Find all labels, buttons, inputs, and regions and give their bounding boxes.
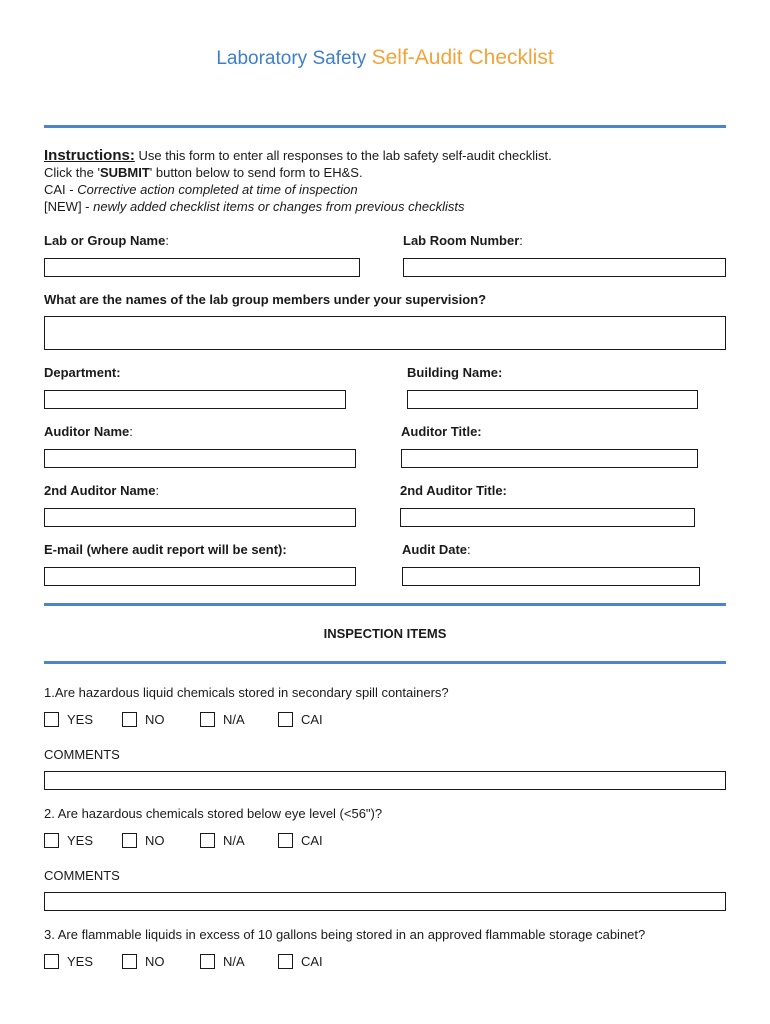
email-input[interactable] — [44, 567, 356, 586]
q1-na-label: N/A — [223, 712, 245, 727]
q1-comments-label: COMMENTS — [44, 747, 120, 762]
lab-room-input[interactable] — [403, 258, 726, 277]
audit-date-label: Audit Date: — [402, 542, 471, 557]
question-3-text: 3. Are flammable liquids in excess of 10 gallons being stored in an approved flammable storage cabinet? — [44, 927, 646, 942]
q2-yes-label: YES — [67, 833, 94, 848]
title-part-1: Laboratory Safety — [216, 48, 367, 69]
page-title — [0, 46, 770, 70]
lab-room-label: Lab Room Number: — [403, 233, 523, 248]
auditor-title-label: Auditor Title: — [401, 424, 482, 439]
q3-cai-checkbox[interactable] — [278, 954, 293, 969]
divider-inspection — [44, 661, 726, 664]
building-input[interactable] — [407, 390, 698, 409]
inspection-items-heading: INSPECTION ITEMS — [323, 626, 447, 641]
email-label: E-mail (where audit report will be sent): — [44, 542, 287, 557]
lab-group-label: Lab or Group Name: — [44, 233, 169, 248]
q1-no-label: NO — [145, 712, 165, 727]
q2-comments-input[interactable] — [44, 892, 726, 911]
auditor2-title-input[interactable] — [400, 508, 695, 527]
title-part-2: Self-Audit Checklist — [371, 46, 554, 69]
q3-na-checkbox[interactable] — [200, 954, 215, 969]
question-2-options — [44, 833, 323, 848]
new-code: [NEW] - — [44, 199, 94, 214]
auditor2-title-label: 2nd Auditor Title: — [400, 483, 507, 498]
divider-top — [44, 125, 726, 128]
q1-no-checkbox[interactable] — [122, 712, 137, 727]
q3-cai-label: CAI — [301, 954, 323, 969]
q1-cai-label: CAI — [301, 712, 323, 727]
q2-cai-label: CAI — [301, 833, 323, 848]
instructions-heading: Instructions: — [44, 147, 135, 164]
auditor2-name-input[interactable] — [44, 508, 356, 527]
auditor-name-input[interactable] — [44, 449, 356, 468]
building-label: Building Name: — [407, 365, 503, 380]
department-input[interactable] — [44, 390, 346, 409]
instructions-block — [44, 147, 734, 215]
q3-no-label: NO — [145, 954, 165, 969]
instructions-line-2-post: ' button below to send form to EH&S. — [149, 165, 363, 180]
question-1-options — [44, 712, 323, 727]
instructions-line-2-pre: Click the ' — [44, 165, 100, 180]
cai-description: Corrective action completed at time of inspection — [77, 182, 358, 197]
q1-yes-checkbox[interactable] — [44, 712, 59, 727]
question-3-options — [44, 954, 323, 969]
members-input[interactable] — [44, 316, 726, 350]
q2-na-label: N/A — [223, 833, 245, 848]
q1-cai-checkbox[interactable] — [278, 712, 293, 727]
q3-no-checkbox[interactable] — [122, 954, 137, 969]
audit-date-input[interactable] — [402, 567, 700, 586]
auditor-title-input[interactable] — [401, 449, 698, 468]
q1-yes-label: YES — [67, 712, 94, 727]
q2-yes-checkbox[interactable] — [44, 833, 59, 848]
cai-code: CAI - — [44, 182, 78, 197]
department-label: Department: — [44, 365, 121, 380]
q2-na-checkbox[interactable] — [200, 833, 215, 848]
new-description: newly added checklist items or changes from previous checklists — [93, 199, 465, 214]
q2-no-label: NO — [145, 833, 165, 848]
q1-comments-input[interactable] — [44, 771, 726, 790]
lab-group-input[interactable] — [44, 258, 360, 277]
q2-comments-label: COMMENTS — [44, 868, 120, 883]
question-2-text: 2. Are hazardous chemicals stored below eye level (<56")? — [44, 806, 383, 821]
q2-no-checkbox[interactable] — [122, 833, 137, 848]
q3-na-label: N/A — [223, 954, 245, 969]
auditor2-name-label: 2nd Auditor Name: — [44, 483, 160, 498]
question-1-text: 1.Are hazardous liquid chemicals stored in secondary spill containers? — [44, 685, 449, 700]
q2-cai-checkbox[interactable] — [278, 833, 293, 848]
q1-na-checkbox[interactable] — [200, 712, 215, 727]
instructions-line-1: Use this form to enter all responses to the lab safety self-audit checklist. — [138, 148, 552, 163]
q3-yes-checkbox[interactable] — [44, 954, 59, 969]
divider-middle — [44, 603, 726, 606]
submit-keyword: SUBMIT — [99, 165, 150, 180]
members-label: What are the names of the lab group members under your supervision? — [44, 292, 487, 307]
auditor-name-label: Auditor Name: — [44, 424, 133, 439]
q3-yes-label: YES — [67, 954, 94, 969]
